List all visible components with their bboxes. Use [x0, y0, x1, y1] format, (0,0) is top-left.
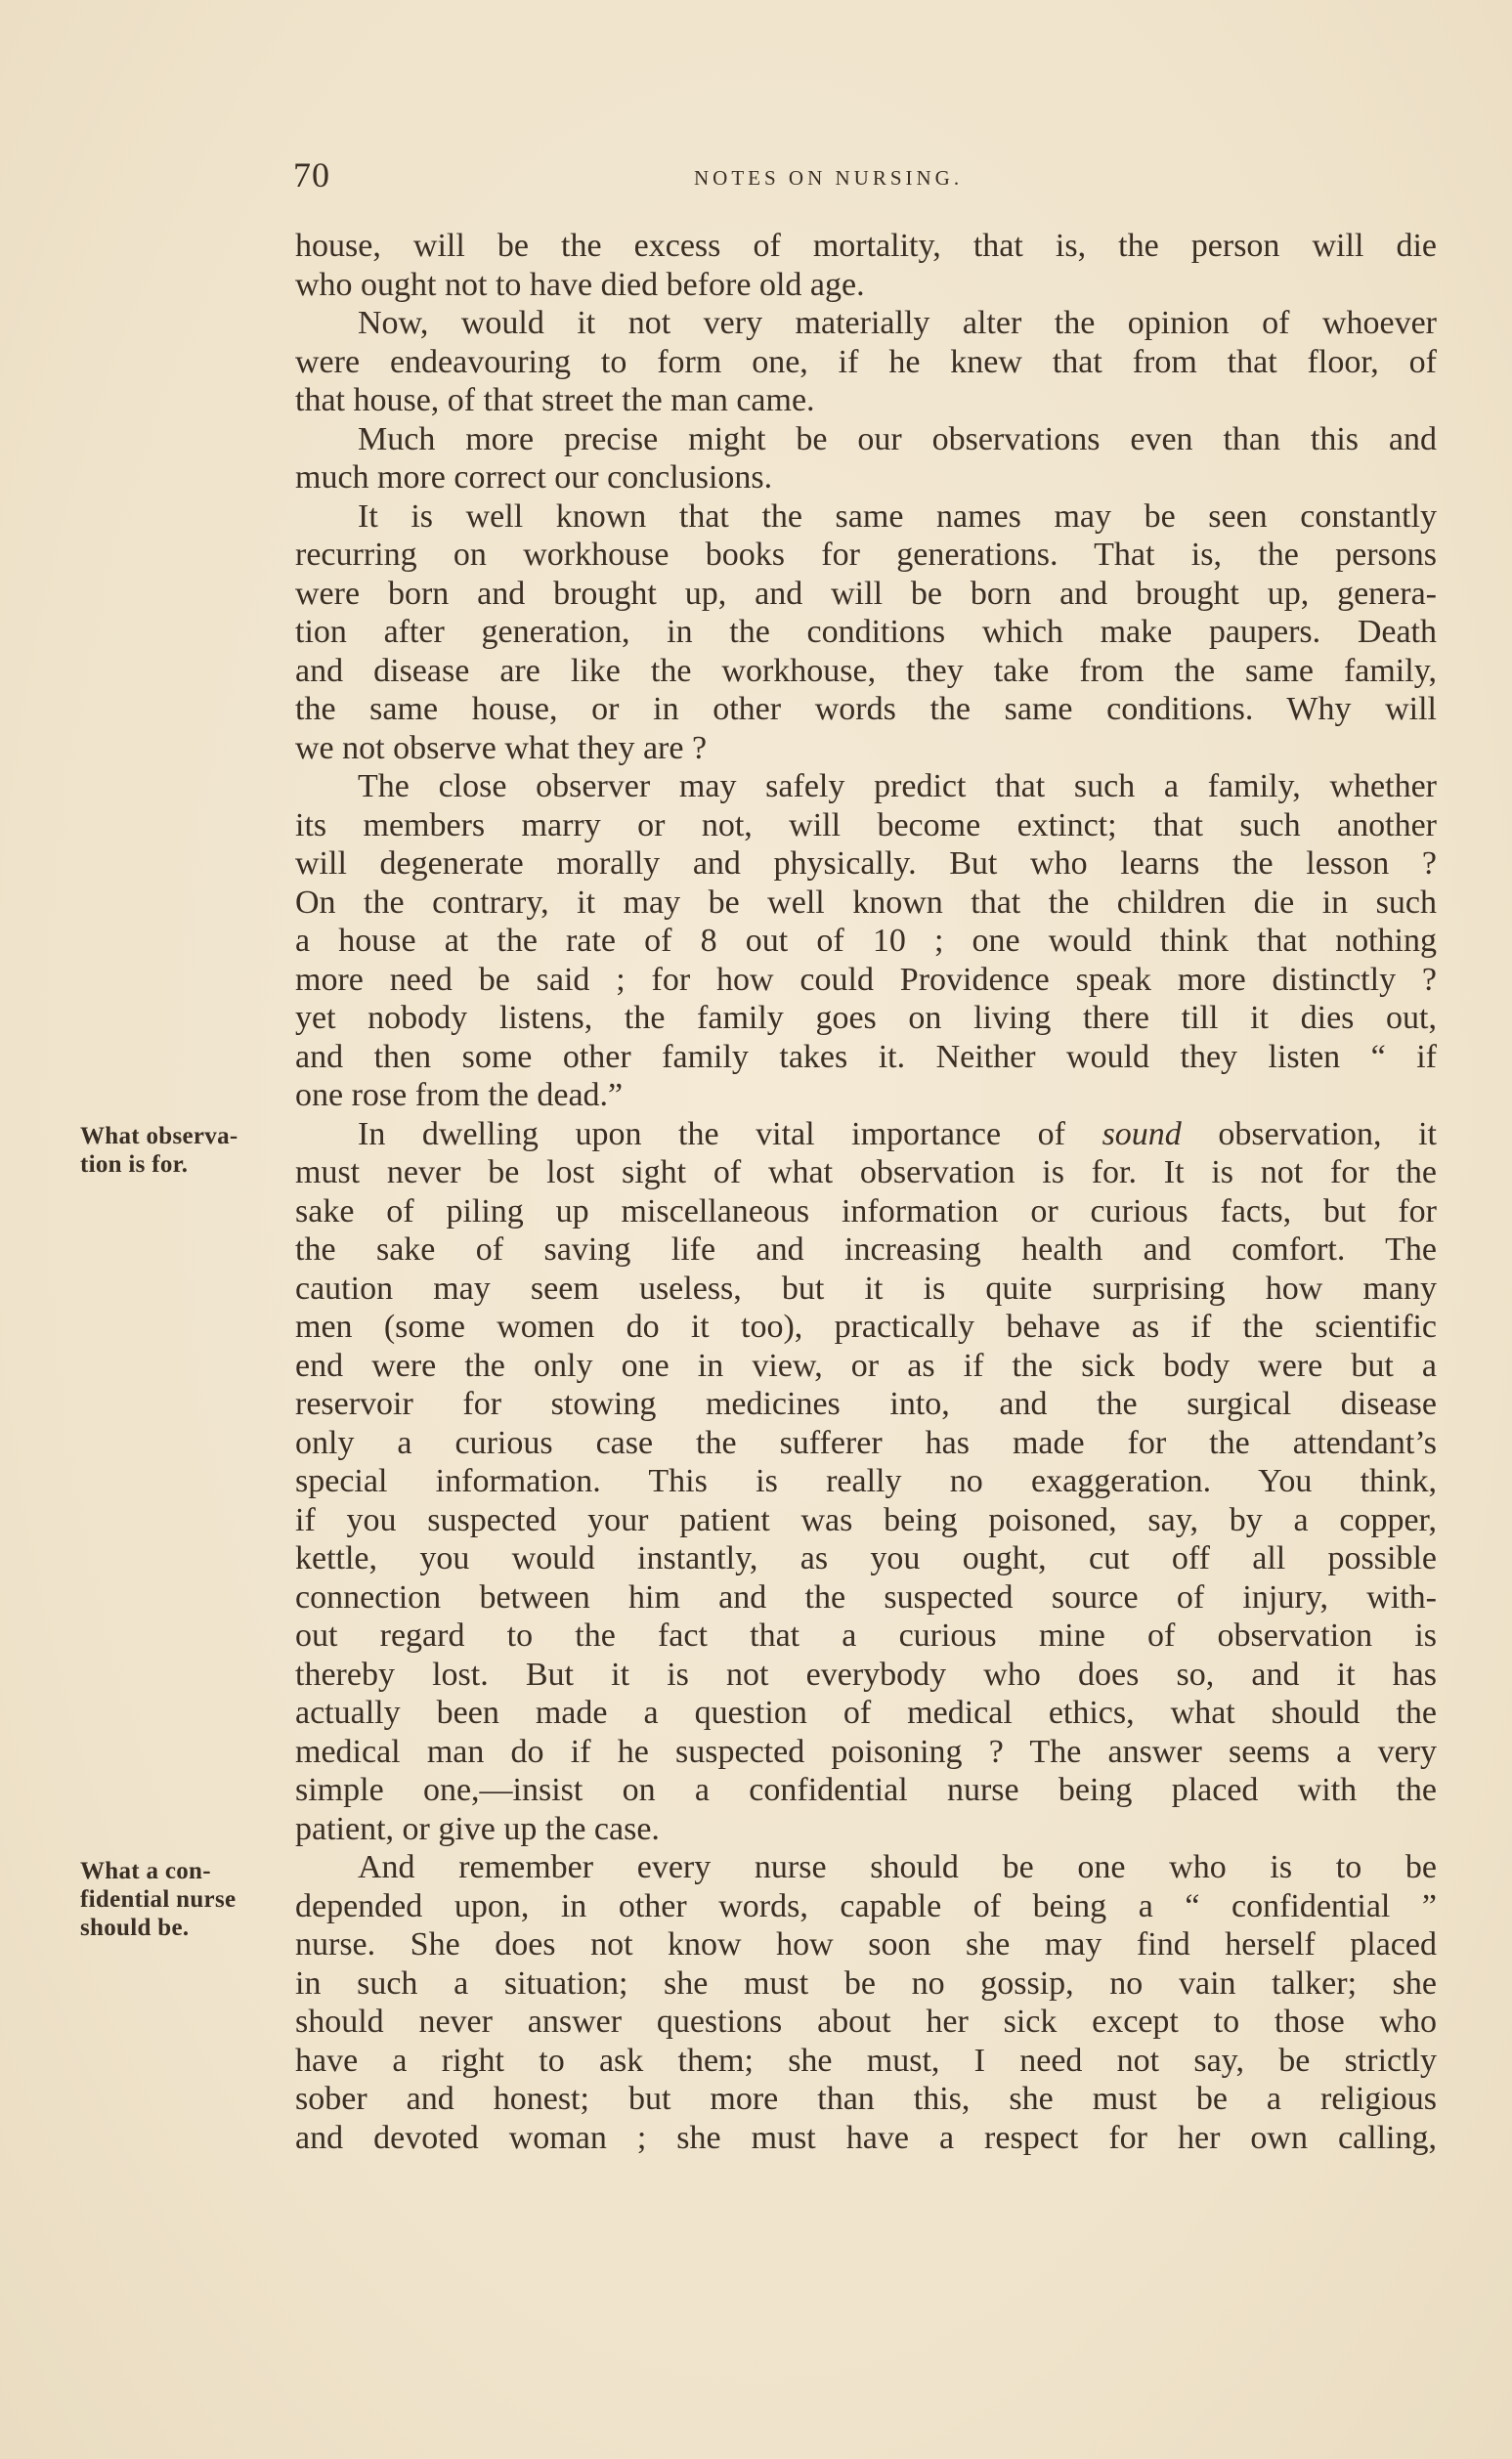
- text-line: caution may seem useless, but it is quite surprising how many: [295, 1270, 1437, 1307]
- page-number: 70: [293, 155, 330, 194]
- sidenote-confidential-nurse: [80, 1857, 297, 1942]
- text-line: in such a situation; she must be no gossip, no vain talker; she: [295, 1964, 1437, 2002]
- text-line: And remember every nurse should be one who is to be: [358, 1849, 1437, 1885]
- text-line: connection between him and the suspected source of injury, with-: [295, 1578, 1437, 1616]
- text-line: out regard to the fact that a curious mine of observation is: [295, 1618, 1437, 1654]
- text-fragment: In dwelling upon the vital importance of: [358, 1115, 1065, 1152]
- text-line: we not observe what they are ?: [295, 729, 708, 766]
- text-line: special information. This is really no exaggeration. You think,: [295, 1463, 1437, 1499]
- emphasized-word: sound: [1102, 1115, 1182, 1152]
- text-line: have a right to ask them; she must, I need not say, be strictly: [295, 2042, 1437, 2079]
- sidenote-line: tion is for.: [80, 1151, 189, 1178]
- text-line: and disease are like the workhouse, they take from the same family,: [295, 652, 1437, 689]
- text-line: that house, of that street the man came.: [295, 382, 815, 418]
- text-line: recurring on workhouse books for generations. That is, the persons: [295, 537, 1437, 573]
- text-line: depended upon, in other words, capable of being a “ confidential ”: [295, 1887, 1437, 1924]
- text-line: On the contrary, it may be well known that the children die in such: [295, 884, 1437, 921]
- text-line: only a curious case the sufferer has made for the attendant’s: [295, 1424, 1437, 1461]
- text-line: a house at the rate of 8 out of 10 ; one would think that nothing: [295, 923, 1437, 959]
- text-line: simple one,—insist on a confidential nurse being placed with the: [295, 1772, 1437, 1808]
- text-line: patient, or give up the case.: [295, 1810, 660, 1847]
- text-line: and then some other family takes it. Neither would they listen “ if: [295, 1038, 1437, 1075]
- text-line: Now, would it not very materially alter the opinion of whoever: [358, 305, 1437, 341]
- text-line: end were the only one in view, or as if the sick body were but a: [295, 1347, 1437, 1384]
- page-header: [293, 154, 1439, 197]
- text-line: the same house, or in other words the same conditions. Why will: [295, 691, 1437, 727]
- text-line: sake of piling up miscellaneous information or curious facts, but for: [295, 1192, 1437, 1230]
- text-line: and devoted woman ; she must have a respect for her own calling,: [295, 2119, 1437, 2156]
- text-line: [295, 1115, 1437, 1154]
- sidenote-observation: [80, 1122, 297, 1179]
- text-line: sober and honest; but more than this, she must be a religious: [295, 2081, 1437, 2117]
- text-fragment: observation, it: [1218, 1115, 1437, 1152]
- text-line: more need be said ; for how could Providence speak more distinctly ?: [295, 961, 1437, 998]
- text-line: The close observer may safely predict that such a family, whether: [358, 768, 1437, 804]
- text-line: the sake of saving life and increasing health and comfort. The: [295, 1231, 1437, 1268]
- text-line: will degenerate morally and physically. But who learns the lesson ?: [295, 845, 1437, 882]
- text-line: yet nobody listens, the family goes on living there till it dies out,: [295, 1000, 1437, 1036]
- text-line: were endeavouring to form one, if he knew that from that floor, of: [295, 343, 1437, 380]
- text-line: kettle, you would instantly, as you ought, cut off all possible: [295, 1540, 1437, 1576]
- text-line: if you suspected your patient was being poisoned, say, by a copper,: [295, 1501, 1437, 1538]
- text-line: must never be lost sight of what observation is for. It is not for the: [295, 1154, 1437, 1190]
- sidenote-line: What a con-: [80, 1858, 211, 1884]
- text-line: thereby lost. But it is not everybody who does so, and it has: [295, 1656, 1437, 1693]
- text-line: were born and brought up, and will be born and brought up, genera-: [295, 575, 1437, 612]
- text-line: medical man do if he suspected poisoning ? The answer seems a very: [295, 1733, 1437, 1770]
- text-line: Much more precise might be our observations even than this and: [358, 420, 1437, 457]
- sidenote-line: fidential nurse: [80, 1886, 237, 1913]
- text-line: one rose from the dead.”: [295, 1077, 624, 1113]
- text-line: men (some women do it too), practically behave as if the scientific: [295, 1309, 1437, 1345]
- text-line: much more correct our conclusions.: [295, 459, 773, 496]
- running-title: NOTES ON NURSING.: [694, 166, 964, 190]
- text-line: reservoir for stowing medicines into, and the surgical disease: [295, 1386, 1437, 1422]
- text-line: house, will be the excess of mortality, that is, the person will die: [295, 228, 1437, 264]
- sidenote-line: should be.: [80, 1915, 190, 1941]
- text-line: should never answer questions about her sick except to those who: [295, 2004, 1437, 2040]
- text-line: It is well known that the same names may be seen constantly: [358, 497, 1437, 535]
- text-line: who ought not to have died before old age.: [295, 266, 865, 303]
- text-line: nurse. She does not know how soon she may find herself placed: [295, 1926, 1437, 1963]
- text-line: its members marry or not, will become extinct; that such another: [295, 806, 1437, 843]
- body-text: [295, 227, 1437, 2157]
- text-line: tion after generation, in the conditions which make paupers. Death: [295, 614, 1437, 650]
- text-line: actually been made a question of medical ethics, what should the: [295, 1695, 1437, 1731]
- sidenote-line: What observa-: [80, 1123, 238, 1149]
